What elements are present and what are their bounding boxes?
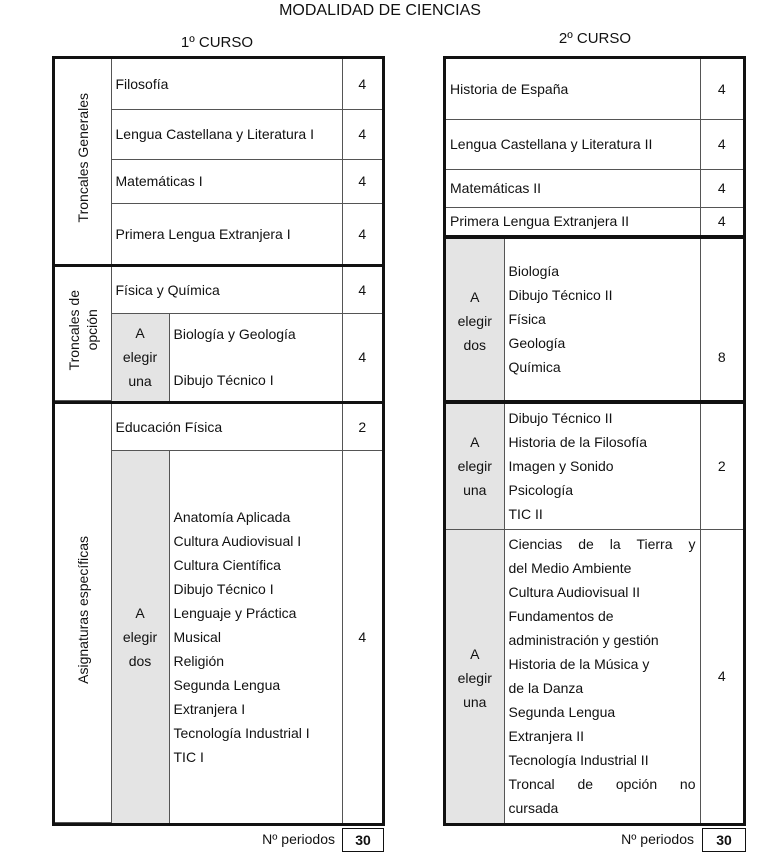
choice-label: A elegir una — [111, 313, 169, 401]
curso1-footer-label: Nº periodos — [262, 831, 335, 847]
periods-cell: 4 — [700, 207, 743, 235]
option-item: Cultura Audiovisual II — [508, 584, 641, 601]
option-item: Ciencias de la Tierra y — [508, 536, 696, 553]
periods-cell: 4 — [342, 203, 382, 264]
troncales-opcion-block — [52, 264, 385, 404]
subject-cell: Historia de España — [446, 59, 700, 119]
option-item: Dibujo Técnico II — [508, 287, 613, 303]
curso1-heading: 1º CURSO — [180, 34, 254, 51]
option-item: Psicología — [508, 482, 574, 499]
option-item: Troncal de opción no — [508, 776, 696, 793]
option-item: Historia de la Filosofía — [508, 434, 648, 451]
periods-cell: 4 — [342, 267, 382, 313]
option-item: Imagen y Sonido — [508, 458, 614, 475]
subject-cell: Matemáticas II — [446, 169, 700, 207]
option-item: Biología — [508, 263, 560, 279]
options-cell — [169, 313, 342, 401]
troncales-generales-label: Troncales Generales — [55, 59, 111, 264]
periods-cell: 4 — [342, 450, 382, 823]
curso2-opcion-block — [443, 236, 746, 403]
choice-label: A elegir una — [446, 529, 504, 823]
page-title: MODALIDAD DE CIENCIAS — [279, 2, 481, 19]
curso2-generales-block — [443, 56, 746, 238]
option-item: Anatomía Aplicada — [173, 508, 291, 525]
option-item: TIC I — [173, 748, 204, 765]
subject-cell: Primera Lengua Extranjera I — [111, 203, 342, 264]
curso2-footer-label: Nº periodos — [621, 831, 694, 847]
option-item: Tecnología Industrial I — [173, 724, 310, 741]
option-item: Biología y Geología — [173, 326, 296, 342]
option-item: Musical — [173, 628, 221, 645]
option-item: Geología — [508, 335, 566, 351]
option-item: Tecnología Industrial II — [508, 752, 649, 769]
option-item: Extranjera I — [173, 700, 246, 717]
periods-cell: 4 — [700, 119, 743, 169]
troncales-generales-block — [52, 56, 385, 267]
periods-cell: 8 — [700, 239, 743, 400]
periods-cell: 2 — [700, 404, 743, 529]
choice-label: A elegir dos — [111, 450, 169, 823]
options-cell — [169, 450, 342, 823]
especificas-block — [52, 401, 385, 826]
option-item: Física — [508, 311, 546, 327]
periods-cell: 4 — [342, 109, 382, 159]
subject-cell: Lengua Castellana y Literatura I — [111, 109, 342, 159]
choice-label: A elegir una — [446, 404, 504, 529]
option-item: Extranjera II — [508, 728, 584, 745]
curso2-especificas-block — [443, 401, 746, 826]
especificas-label: Asignaturas específicas — [55, 404, 111, 823]
periods-cell: 4 — [700, 529, 743, 823]
option-item: Cultura Audiovisual I — [173, 532, 302, 549]
subject-cell: Matemáticas I — [111, 159, 342, 203]
option-item: Lenguaje y Práctica — [173, 604, 297, 621]
periods-cell: 4 — [342, 59, 382, 109]
troncales-opcion-label: Troncales de opción — [55, 267, 111, 401]
periods-cell: 4 — [342, 313, 382, 401]
option-item: Dibujo Técnico I — [173, 372, 274, 388]
option-item: Fundamentos de — [508, 608, 614, 625]
option-item: del Medio Ambiente — [508, 560, 632, 577]
option-item: Segunda Lengua — [508, 704, 616, 721]
periods-cell: 2 — [342, 404, 382, 450]
subject-cell: Lengua Castellana y Literatura II — [446, 119, 700, 169]
options-cell — [504, 529, 700, 823]
subject-cell: Física y Química — [111, 267, 342, 313]
curso2-heading: 2º CURSO — [558, 30, 632, 47]
option-item: TIC II — [508, 506, 543, 523]
option-item: Cultura Científica — [173, 556, 281, 573]
option-item: Química — [508, 359, 561, 375]
curso2-total: 30 — [702, 828, 746, 852]
options-cell — [504, 404, 700, 529]
curso1-total: 30 — [342, 828, 384, 852]
option-item: de la Danza — [508, 680, 584, 697]
subject-cell: Primera Lengua Extranjera II — [446, 207, 700, 235]
subject-cell: Educación Física — [111, 404, 342, 450]
choice-label: A elegir dos — [446, 239, 504, 400]
periods-cell: 4 — [342, 159, 382, 203]
option-item: Dibujo Técnico I — [173, 580, 274, 597]
option-item: Segunda Lengua — [173, 676, 281, 693]
option-item: administración y gestión — [508, 632, 659, 649]
option-item: Historia de la Música y — [508, 656, 650, 673]
periods-cell: 4 — [700, 169, 743, 207]
option-item: Religión — [173, 652, 225, 669]
option-item: Dibujo Técnico II — [508, 410, 613, 427]
option-item: cursada — [508, 800, 559, 817]
options-cell — [504, 239, 700, 400]
subject-cell: Filosofía — [111, 59, 342, 109]
periods-cell: 4 — [700, 59, 743, 119]
